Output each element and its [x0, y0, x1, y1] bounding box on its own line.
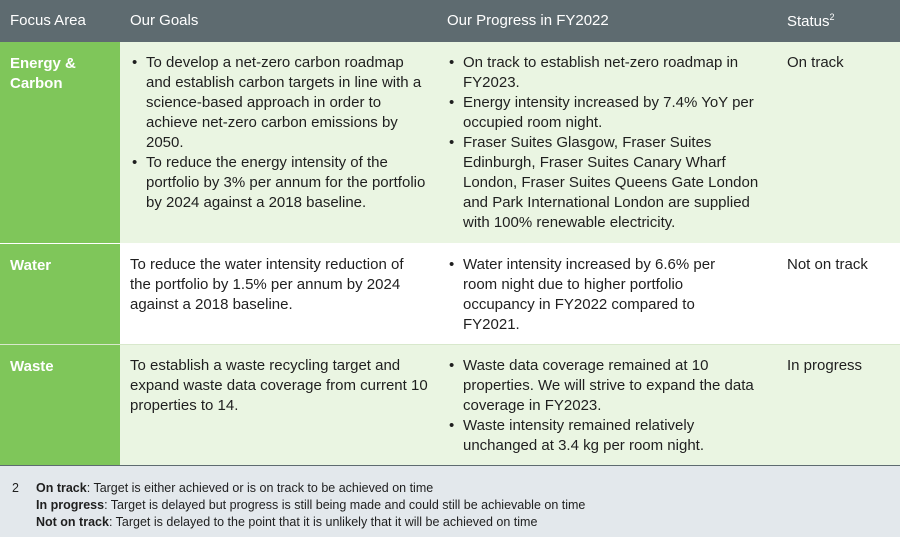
- progress-item: • Waste data coverage remained at 10 properties. We will strive to expand the data coverage in FY2023.: [447, 356, 772, 416]
- footnote-in-progress: [36, 497, 585, 514]
- goals-cell: [130, 53, 430, 213]
- progress-cell: [447, 356, 772, 456]
- goal-item: • To reduce the energy intensity of the portfolio by 3% per annum for the portfolio by 2024 against a 2018 baseline.: [130, 153, 430, 213]
- footnote-on-track-text: : Target is either achieved or is on track to be achieved on time: [86, 481, 434, 495]
- progress-item: • Water intensity increased by 6.6% per room night due to higher portfolio occupancy in FY2022 compared to FY2021.: [447, 255, 772, 335]
- progress-item: • On track to establish net-zero roadmap in FY2023.: [447, 53, 772, 93]
- header-status: [787, 12, 835, 30]
- header-status-footnote-ref: 2: [829, 12, 835, 22]
- progress-cell: [447, 255, 772, 335]
- footnote-lines: [36, 480, 585, 531]
- goals-cell: To reduce the water intensity reduction of the portfolio by 1.5% per annum by 2024 against a 2018 baseline.: [130, 256, 404, 313]
- footnote-in-progress-label: In progress: [36, 498, 105, 512]
- focus-area-water: Water: [0, 244, 120, 344]
- progress-cell: [447, 53, 772, 233]
- footnote-not-on-track-label: Not on track: [36, 515, 109, 529]
- footnote: [0, 465, 900, 537]
- focus-area-energy-carbon: Energy & Carbon: [0, 42, 120, 243]
- footnote-not-on-track-text: : Target is delayed to the point that it is unlikely that it will be achieved on time: [108, 515, 538, 529]
- footnote-on-track: [36, 480, 585, 497]
- footnote-not-on-track: [36, 514, 585, 531]
- focus-area-waste: Waste: [0, 345, 120, 465]
- progress-item: • Energy intensity increased by 7.4% YoY per occupied room night.: [447, 93, 772, 133]
- table-row-water: [0, 244, 900, 344]
- header-our-progress: Our Progress in FY2022: [447, 12, 609, 29]
- footnote-on-track-label: On track: [36, 481, 87, 495]
- status-cell: On track: [787, 54, 844, 71]
- table-header: [0, 0, 900, 42]
- header-our-goals: Our Goals: [130, 12, 199, 29]
- header-focus-area: Focus Area: [10, 12, 86, 29]
- table-row-waste: [0, 345, 900, 465]
- status-cell: Not on track: [787, 256, 868, 273]
- footnote-in-progress-text: : Target is delayed but progress is still being made and could still be achievable on time: [104, 498, 586, 512]
- progress-item: • Fraser Suites Glasgow, Fraser Suites Edinburgh, Fraser Suites Canary Wharf London, Fraser Suites Queens Gate London and Park International London are supplied with 100% renewable electricity.: [447, 133, 772, 233]
- status-cell: In progress: [787, 357, 863, 374]
- table-row-energy-carbon: [0, 42, 900, 243]
- progress-item: • Waste intensity remained relatively unchanged at 3.4 kg per room night.: [447, 416, 772, 456]
- goals-cell: To establish a waste recycling target and expand waste data coverage from current 10 properties to 14.: [130, 357, 428, 414]
- header-status-label: Status: [787, 13, 830, 30]
- footnote-number: 2: [12, 481, 19, 495]
- goal-item: • To develop a net-zero carbon roadmap and establish carbon targets in line with a science-based approach in order to achieve net-zero carbon emissions by 2050.: [130, 53, 430, 153]
